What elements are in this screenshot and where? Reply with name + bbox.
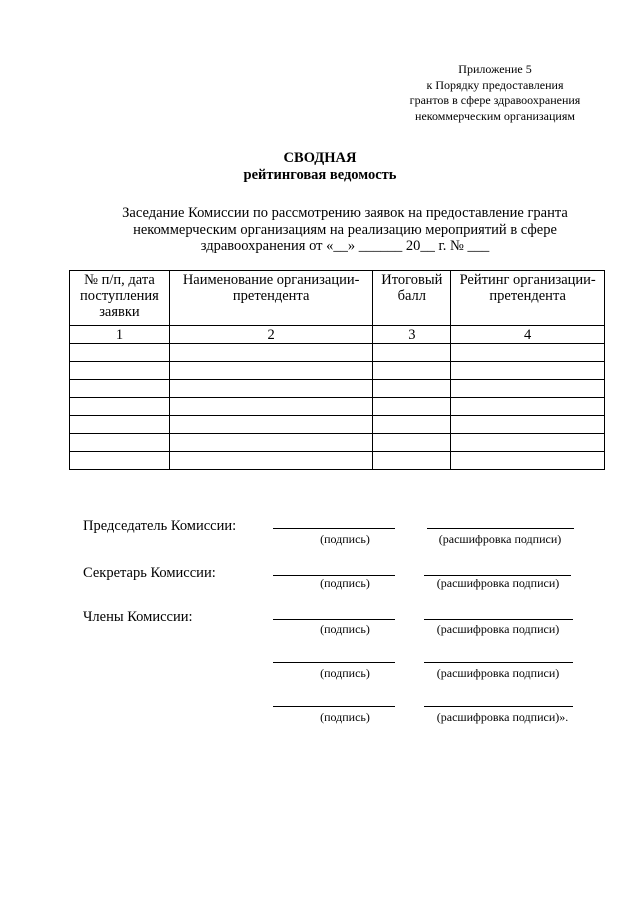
table-cell — [451, 344, 605, 362]
table-cell — [70, 416, 170, 434]
table-cell — [373, 434, 451, 452]
secretary-label: Секретарь Комиссии: — [83, 565, 216, 581]
table-row — [70, 452, 605, 470]
title-line-2: рейтинговая ведомость — [243, 167, 397, 183]
table-cell — [373, 416, 451, 434]
table-cell — [169, 344, 372, 362]
table-cell — [451, 380, 605, 398]
table-cell — [169, 452, 372, 470]
column-number: 3 — [373, 326, 451, 344]
secretary-decode-caption: (расшифровка подписи) — [436, 576, 560, 590]
table-cell — [451, 362, 605, 380]
member-signature-line — [273, 706, 395, 707]
table-cell — [373, 380, 451, 398]
member-decode-line — [424, 662, 573, 663]
header-total-score: Итоговый балл — [373, 271, 451, 326]
chairman-decode-caption: (расшифровка подписи) — [438, 532, 562, 546]
member-signature-caption: (подпись) — [320, 622, 370, 636]
chairman-signature-line — [273, 528, 395, 529]
rating-table — [69, 270, 605, 470]
title-line-1: СВОДНАЯ — [283, 150, 357, 166]
member-signature-line — [273, 619, 395, 620]
table-cell — [373, 398, 451, 416]
table-row — [70, 380, 605, 398]
column-number: 1 — [70, 326, 170, 344]
table-cell — [373, 452, 451, 470]
table-cell — [70, 380, 170, 398]
meeting-description — [100, 205, 590, 255]
table-cell — [70, 434, 170, 452]
table-cell — [373, 362, 451, 380]
secretary-signature-caption: (подпись) — [320, 576, 370, 590]
table-row — [70, 434, 605, 452]
header-number-date: № п/п, дата поступления заявки — [70, 271, 170, 326]
meeting-line-3: здравоохранения от «__» ______ 20__ г. № ___ — [200, 238, 490, 254]
table-cell — [169, 434, 372, 452]
table-column-numbers-row — [70, 326, 605, 344]
table-cell — [169, 416, 372, 434]
table-header-row — [70, 271, 605, 326]
appendix-line: Приложение 5 — [458, 62, 532, 76]
member-decode-line — [424, 706, 573, 707]
table-cell — [70, 344, 170, 362]
table-cell — [169, 398, 372, 416]
table-row — [70, 344, 605, 362]
member-signature-line — [273, 662, 395, 663]
table-cell — [70, 362, 170, 380]
table-cell — [70, 452, 170, 470]
meeting-line-1: Заседание Комиссии по рассмотрению заявок на предоставление гранта — [122, 205, 568, 221]
header-organization-name: Наименование организации-претендента — [169, 271, 372, 326]
appendix-line: к Порядку предоставления — [426, 77, 564, 92]
column-number: 2 — [169, 326, 372, 344]
members-label: Члены Комиссии: — [83, 609, 193, 625]
appendix-line: грантов в сфере здравоохранения — [409, 93, 581, 107]
column-number: 4 — [451, 326, 605, 344]
appendix-block — [380, 62, 610, 124]
table-cell — [451, 416, 605, 434]
member-signature-caption: (подпись) — [320, 666, 370, 680]
member-decode-line — [424, 619, 573, 620]
chairman-signature-caption: (подпись) — [320, 532, 370, 546]
table-cell — [451, 398, 605, 416]
meeting-line-2: некоммерческим организациям на реализацию мероприятий в сфере — [133, 221, 557, 238]
table-cell — [70, 398, 170, 416]
table-row — [70, 398, 605, 416]
chairman-label: Председатель Комиссии: — [83, 518, 237, 534]
table-cell — [451, 452, 605, 470]
member-signature-caption: (подпись) — [320, 710, 370, 724]
table-cell — [169, 380, 372, 398]
table-cell — [169, 362, 372, 380]
table-row — [70, 362, 605, 380]
header-rating: Рейтинг организации-претендента — [451, 271, 605, 326]
member-decode-caption: (расшифровка подписи) — [436, 622, 560, 636]
table-cell — [451, 434, 605, 452]
document-title — [0, 150, 640, 184]
chairman-decode-line — [427, 528, 574, 529]
appendix-line: некоммерческим организациям — [415, 108, 575, 123]
member-decode-caption: (расшифровка подписи) — [436, 666, 560, 680]
table-row — [70, 416, 605, 434]
table-cell — [373, 344, 451, 362]
member-decode-caption-last: (расшифровка подписи)». — [436, 710, 569, 724]
